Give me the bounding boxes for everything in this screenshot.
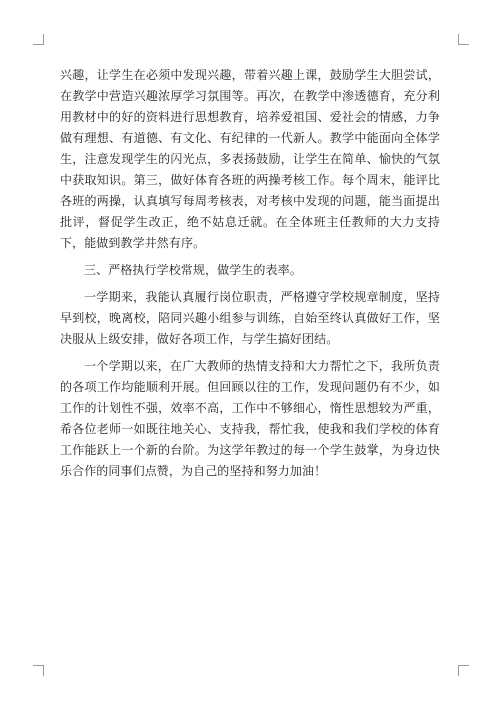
crop-mark-top-right [458, 34, 469, 45]
crop-mark-bottom-left [33, 665, 44, 676]
paragraph-duties: 一学期来，我能认真履行岗位职责，严格遵守学校规章制度，坚持早到校，晚离校，陪同兴趣小组参与训练，自始至终认真做好工作，坚决服从上级安排，做好各项工作，与学生搞好团结。 [60, 290, 440, 346]
document-body [60, 65, 440, 488]
paragraph-summary: 一个学期以来，在广大教师的热情支持和大力帮忙之下，我所负责的各项工作均能顺利开展。但回顾以往的工作，发现问题仍有不少，如工作的计划性不强，效率不高，工作中不够细心，惰性思想较为严重，希各位老师一如既往地关心、支持我，帮忙我，使我和我们学校的体育工作能跃上一个新的台阶。为这学年教过的每一个学生鼓掌，为身边快乐合作的同事们点赞，为自己的坚持和努力加油！ [60, 359, 440, 478]
crop-mark-bottom-right [458, 665, 469, 676]
paragraph-teaching-methods: 兴趣，让学生在必须中发现兴趣，带着兴趣上课，鼓励学生大胆尝试，在教学中营造兴趣浓厚学习氛围等。再次，在教学中渗透德育，充分利用教材中的好的资料进行思想教育，培养爱祖国、爱社会的情感，力争做有理想、有道德、有文化、有纪律的一代新人。教学中能面向全体学生，注意发现学生的闪光点，多表扬鼓励，让学生在简单、愉快的气氛中获取知识。第三，做好体育各班的两操考核工作。每个周末，能评比各班的两操，认真填写每周考核表，对考核中发现的问题，能当面提出批评，督促学生改正，绝不姑息迁就。在全体班主任教师的大力支持下，能做到教学井然有序。 [60, 68, 440, 250]
section-heading-school-rules: 三、严格执行学校常规，做学生的表率。 [84, 263, 302, 277]
crop-mark-top-left [33, 34, 44, 45]
